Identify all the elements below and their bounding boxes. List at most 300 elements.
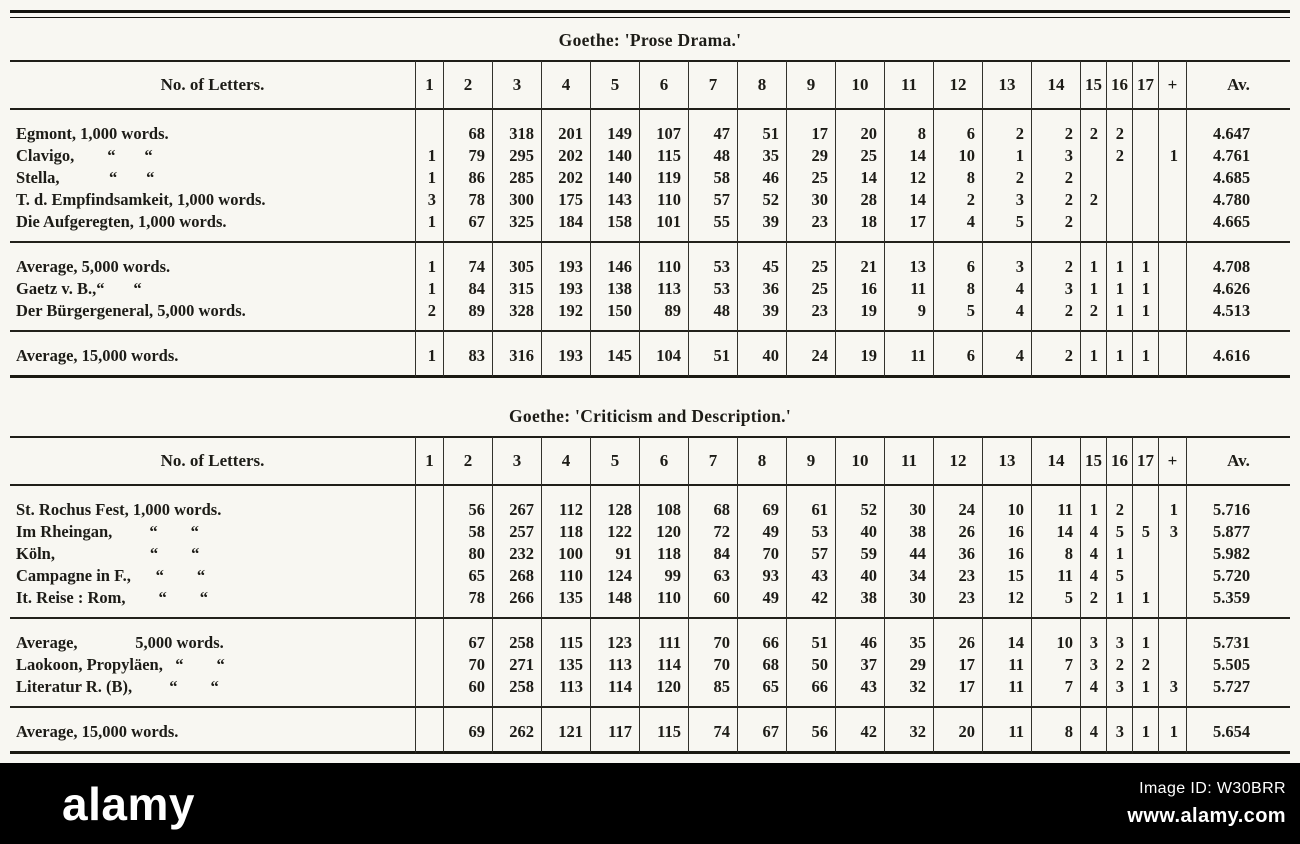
value-cell bbox=[415, 587, 443, 619]
average-cell: 5.731 bbox=[1186, 619, 1290, 654]
value-cell: 70 bbox=[737, 543, 786, 565]
header-cell: Av. bbox=[1186, 436, 1290, 486]
value-cell: 24 bbox=[933, 486, 982, 521]
value-cell: 140 bbox=[590, 145, 639, 167]
value-cell: 1 bbox=[1106, 278, 1132, 300]
header-cell: 4 bbox=[541, 436, 590, 486]
value-cell: 5 bbox=[1031, 587, 1080, 619]
value-cell: 316 bbox=[492, 332, 541, 378]
value-cell: 11 bbox=[884, 278, 933, 300]
value-cell: 1 bbox=[415, 211, 443, 243]
value-cell: 6 bbox=[933, 110, 982, 145]
value-cell: 258 bbox=[492, 619, 541, 654]
header-cell: 5 bbox=[590, 436, 639, 486]
value-cell bbox=[1158, 167, 1186, 189]
value-cell: 175 bbox=[541, 189, 590, 211]
value-cell: 4 bbox=[982, 332, 1031, 378]
value-cell: 149 bbox=[590, 110, 639, 145]
value-cell: 39 bbox=[737, 211, 786, 243]
header-cell: 12 bbox=[933, 436, 982, 486]
value-cell: 3 bbox=[1080, 654, 1106, 676]
value-cell: 28 bbox=[835, 189, 884, 211]
row-label: Egmont, 1,000 words. bbox=[16, 124, 169, 143]
value-cell: 32 bbox=[884, 676, 933, 708]
value-cell bbox=[1106, 211, 1132, 243]
value-cell: 17 bbox=[933, 676, 982, 708]
average-cell: 4.780 bbox=[1186, 189, 1290, 211]
value-cell: 56 bbox=[786, 708, 835, 754]
value-cell: 7 bbox=[1031, 654, 1080, 676]
value-cell: 2 bbox=[1080, 189, 1106, 211]
value-cell: 56 bbox=[443, 486, 492, 521]
value-cell: 48 bbox=[688, 145, 737, 167]
value-cell: 2 bbox=[1080, 110, 1106, 145]
value-cell bbox=[415, 708, 443, 754]
value-cell: 53 bbox=[688, 243, 737, 278]
value-cell: 60 bbox=[443, 676, 492, 708]
value-cell: 36 bbox=[933, 543, 982, 565]
value-cell: 8 bbox=[1031, 708, 1080, 754]
value-cell: 84 bbox=[443, 278, 492, 300]
value-cell: 58 bbox=[688, 167, 737, 189]
value-cell: 3 bbox=[1106, 676, 1132, 708]
value-cell bbox=[1158, 654, 1186, 676]
value-cell bbox=[415, 521, 443, 543]
row-label: Köln, “ “ bbox=[16, 544, 200, 563]
header-cell: 11 bbox=[884, 436, 933, 486]
value-cell: 2 bbox=[1106, 654, 1132, 676]
value-cell: 8 bbox=[1031, 543, 1080, 565]
value-cell: 12 bbox=[982, 587, 1031, 619]
value-cell: 57 bbox=[786, 543, 835, 565]
value-cell: 29 bbox=[786, 145, 835, 167]
value-cell: 2 bbox=[1031, 167, 1080, 189]
header-cell: 8 bbox=[737, 436, 786, 486]
value-cell: 32 bbox=[884, 708, 933, 754]
average-cell: 5.727 bbox=[1186, 676, 1290, 708]
average-cell: 4.647 bbox=[1186, 110, 1290, 145]
value-cell: 51 bbox=[737, 110, 786, 145]
value-cell: 89 bbox=[639, 300, 688, 332]
value-cell: 193 bbox=[541, 243, 590, 278]
value-cell: 20 bbox=[933, 708, 982, 754]
value-cell: 83 bbox=[443, 332, 492, 378]
value-cell: 1 bbox=[982, 145, 1031, 167]
value-cell bbox=[1132, 145, 1158, 167]
value-cell bbox=[1132, 486, 1158, 521]
value-cell bbox=[415, 110, 443, 145]
table-title-prose-drama: Goethe: 'Prose Drama.' bbox=[558, 30, 742, 50]
value-cell: 78 bbox=[443, 587, 492, 619]
value-cell: 3 bbox=[1031, 145, 1080, 167]
value-cell bbox=[1158, 243, 1186, 278]
value-cell: 89 bbox=[443, 300, 492, 332]
header-cell: 9 bbox=[786, 60, 835, 110]
value-cell: 2 bbox=[982, 167, 1031, 189]
value-cell: 68 bbox=[737, 654, 786, 676]
value-cell: 45 bbox=[737, 243, 786, 278]
value-cell: 29 bbox=[884, 654, 933, 676]
header-cell: 2 bbox=[443, 60, 492, 110]
average-cell: 4.665 bbox=[1186, 211, 1290, 243]
value-cell: 65 bbox=[737, 676, 786, 708]
value-cell: 1 bbox=[1132, 278, 1158, 300]
value-cell bbox=[1158, 211, 1186, 243]
row-label: Stella, “ “ bbox=[16, 168, 155, 187]
value-cell: 35 bbox=[737, 145, 786, 167]
value-cell: 4 bbox=[1080, 676, 1106, 708]
value-cell: 70 bbox=[688, 619, 737, 654]
value-cell: 24 bbox=[786, 332, 835, 378]
value-cell bbox=[1158, 587, 1186, 619]
value-cell: 1 bbox=[415, 332, 443, 378]
row-label: Im Rheingan, “ “ bbox=[16, 522, 199, 541]
value-cell bbox=[1158, 543, 1186, 565]
value-cell: 3 bbox=[1106, 708, 1132, 754]
header-cell: Av. bbox=[1186, 60, 1290, 110]
value-cell: 2 bbox=[933, 189, 982, 211]
value-cell: 4 bbox=[1080, 565, 1106, 587]
value-cell bbox=[1158, 565, 1186, 587]
value-cell: 268 bbox=[492, 565, 541, 587]
value-cell: 49 bbox=[737, 587, 786, 619]
value-cell: 128 bbox=[590, 486, 639, 521]
value-cell bbox=[1080, 211, 1106, 243]
value-cell bbox=[415, 543, 443, 565]
value-cell: 1 bbox=[415, 167, 443, 189]
value-cell: 113 bbox=[541, 676, 590, 708]
row-label: Gaetz v. B.,“ “ bbox=[16, 279, 142, 298]
value-cell: 14 bbox=[884, 145, 933, 167]
value-cell: 53 bbox=[688, 278, 737, 300]
alamy-url: www.alamy.com bbox=[1127, 804, 1286, 827]
value-cell: 104 bbox=[639, 332, 688, 378]
value-cell: 2 bbox=[1031, 211, 1080, 243]
value-cell: 3 bbox=[1031, 278, 1080, 300]
value-cell: 39 bbox=[737, 300, 786, 332]
value-cell: 2 bbox=[1106, 110, 1132, 145]
row-label: Laokoon, Propyläen, “ “ bbox=[16, 655, 225, 674]
value-cell: 3 bbox=[1106, 619, 1132, 654]
value-cell: 19 bbox=[835, 300, 884, 332]
value-cell: 6 bbox=[933, 332, 982, 378]
value-cell: 145 bbox=[590, 332, 639, 378]
value-cell: 114 bbox=[639, 654, 688, 676]
criticism-description-table bbox=[10, 436, 1290, 754]
value-cell: 13 bbox=[884, 243, 933, 278]
header-cell: 1 bbox=[415, 436, 443, 486]
value-cell: 117 bbox=[590, 708, 639, 754]
value-cell: 38 bbox=[835, 587, 884, 619]
header-cell: 17 bbox=[1132, 436, 1158, 486]
average-cell: 5.359 bbox=[1186, 587, 1290, 619]
value-cell: 118 bbox=[639, 543, 688, 565]
average-cell: 4.626 bbox=[1186, 278, 1290, 300]
header-cell: 1 bbox=[415, 60, 443, 110]
value-cell: 3 bbox=[982, 243, 1031, 278]
value-cell: 4 bbox=[1080, 521, 1106, 543]
value-cell: 25 bbox=[835, 145, 884, 167]
value-cell: 122 bbox=[590, 521, 639, 543]
value-cell: 121 bbox=[541, 708, 590, 754]
value-cell: 47 bbox=[688, 110, 737, 145]
prose-drama-table bbox=[10, 60, 1290, 378]
value-cell: 258 bbox=[492, 676, 541, 708]
header-cell: 12 bbox=[933, 60, 982, 110]
value-cell: 1 bbox=[1158, 708, 1186, 754]
value-cell bbox=[1132, 110, 1158, 145]
row-label: Die Aufgeregten, 1,000 words. bbox=[10, 211, 415, 243]
value-cell: 1 bbox=[415, 145, 443, 167]
value-cell: 143 bbox=[590, 189, 639, 211]
value-cell: 111 bbox=[639, 619, 688, 654]
value-cell: 328 bbox=[492, 300, 541, 332]
value-cell: 78 bbox=[443, 189, 492, 211]
value-cell: 3 bbox=[982, 189, 1031, 211]
value-cell: 1 bbox=[1080, 278, 1106, 300]
header-cell: 3 bbox=[492, 436, 541, 486]
value-cell: 8 bbox=[884, 110, 933, 145]
value-cell: 25 bbox=[786, 278, 835, 300]
value-cell: 34 bbox=[884, 565, 933, 587]
value-cell: 40 bbox=[737, 332, 786, 378]
average-cell: 4.685 bbox=[1186, 167, 1290, 189]
value-cell: 79 bbox=[443, 145, 492, 167]
value-cell: 3 bbox=[415, 189, 443, 211]
value-cell: 15 bbox=[982, 565, 1031, 587]
value-cell: 295 bbox=[492, 145, 541, 167]
value-cell: 262 bbox=[492, 708, 541, 754]
value-cell: 9 bbox=[884, 300, 933, 332]
header-cell: 6 bbox=[639, 60, 688, 110]
image-id-label: Image ID: W30BRR bbox=[1139, 779, 1286, 797]
value-cell: 14 bbox=[1031, 521, 1080, 543]
value-cell: 26 bbox=[933, 619, 982, 654]
value-cell: 65 bbox=[443, 565, 492, 587]
value-cell: 12 bbox=[884, 167, 933, 189]
row-label: Average, 5,000 words. bbox=[16, 257, 171, 276]
value-cell: 146 bbox=[590, 243, 639, 278]
value-cell: 46 bbox=[835, 619, 884, 654]
value-cell: 5 bbox=[982, 211, 1031, 243]
header-cell: No. of Letters. bbox=[10, 436, 415, 486]
value-cell: 108 bbox=[639, 486, 688, 521]
value-cell: 2 bbox=[1080, 587, 1106, 619]
value-cell: 16 bbox=[982, 521, 1031, 543]
value-cell bbox=[415, 619, 443, 654]
value-cell: 85 bbox=[688, 676, 737, 708]
value-cell: 4 bbox=[982, 300, 1031, 332]
value-cell: 10 bbox=[982, 486, 1031, 521]
value-cell: 26 bbox=[933, 521, 982, 543]
value-cell: 68 bbox=[688, 486, 737, 521]
value-cell: 51 bbox=[786, 619, 835, 654]
value-cell: 2 bbox=[982, 110, 1031, 145]
value-cell: 135 bbox=[541, 654, 590, 676]
header-cell: + bbox=[1158, 60, 1186, 110]
value-cell: 63 bbox=[688, 565, 737, 587]
value-cell: 37 bbox=[835, 654, 884, 676]
value-cell: 2 bbox=[1031, 110, 1080, 145]
value-cell: 148 bbox=[590, 587, 639, 619]
value-cell: 1 bbox=[1132, 300, 1158, 332]
header-cell: 15 bbox=[1080, 60, 1106, 110]
value-cell: 115 bbox=[639, 708, 688, 754]
header-cell: 14 bbox=[1031, 60, 1080, 110]
value-cell: 202 bbox=[541, 167, 590, 189]
value-cell: 86 bbox=[443, 167, 492, 189]
row-label: Average, 15,000 words. bbox=[10, 332, 415, 378]
average-cell: 4.708 bbox=[1186, 243, 1290, 278]
value-cell: 119 bbox=[639, 167, 688, 189]
value-cell: 72 bbox=[688, 521, 737, 543]
value-cell: 2 bbox=[1106, 486, 1132, 521]
value-cell bbox=[1158, 332, 1186, 378]
value-cell: 23 bbox=[933, 565, 982, 587]
value-cell: 110 bbox=[639, 189, 688, 211]
value-cell bbox=[1080, 167, 1106, 189]
value-cell: 2 bbox=[1080, 300, 1106, 332]
value-cell: 123 bbox=[590, 619, 639, 654]
value-cell: 11 bbox=[982, 654, 1031, 676]
value-cell: 110 bbox=[541, 565, 590, 587]
value-cell: 61 bbox=[786, 486, 835, 521]
value-cell: 8 bbox=[933, 167, 982, 189]
value-cell bbox=[415, 565, 443, 587]
header-cell: 13 bbox=[982, 60, 1031, 110]
value-cell: 271 bbox=[492, 654, 541, 676]
value-cell bbox=[415, 486, 443, 521]
value-cell: 4 bbox=[1080, 543, 1106, 565]
value-cell bbox=[1158, 278, 1186, 300]
value-cell: 5 bbox=[1106, 565, 1132, 587]
value-cell: 100 bbox=[541, 543, 590, 565]
alamy-watermark-bar bbox=[0, 763, 1300, 844]
value-cell: 35 bbox=[884, 619, 933, 654]
value-cell: 1 bbox=[1158, 486, 1186, 521]
value-cell: 1 bbox=[415, 243, 443, 278]
value-cell: 50 bbox=[786, 654, 835, 676]
average-cell: 5.505 bbox=[1186, 654, 1290, 676]
value-cell bbox=[1132, 189, 1158, 211]
value-cell: 232 bbox=[492, 543, 541, 565]
value-cell: 1 bbox=[1132, 708, 1158, 754]
value-cell: 93 bbox=[737, 565, 786, 587]
value-cell: 135 bbox=[541, 587, 590, 619]
value-cell: 113 bbox=[639, 278, 688, 300]
value-cell: 16 bbox=[835, 278, 884, 300]
value-cell: 267 bbox=[492, 486, 541, 521]
value-cell bbox=[1158, 110, 1186, 145]
value-cell: 4 bbox=[982, 278, 1031, 300]
header-cell: 3 bbox=[492, 60, 541, 110]
value-cell: 14 bbox=[982, 619, 1031, 654]
header-cell: 4 bbox=[541, 60, 590, 110]
value-cell: 1 bbox=[1106, 300, 1132, 332]
value-cell: 30 bbox=[884, 587, 933, 619]
value-cell: 5 bbox=[1132, 521, 1158, 543]
value-cell: 74 bbox=[688, 708, 737, 754]
value-cell: 80 bbox=[443, 543, 492, 565]
value-cell: 3 bbox=[1080, 619, 1106, 654]
value-cell: 118 bbox=[541, 521, 590, 543]
value-cell: 1 bbox=[1132, 619, 1158, 654]
value-cell: 1 bbox=[415, 278, 443, 300]
value-cell: 42 bbox=[835, 708, 884, 754]
row-label: Average, 5,000 words. bbox=[16, 633, 224, 652]
value-cell: 124 bbox=[590, 565, 639, 587]
value-cell: 4 bbox=[933, 211, 982, 243]
value-cell: 1 bbox=[1106, 332, 1132, 378]
value-cell: 7 bbox=[1031, 676, 1080, 708]
value-cell: 101 bbox=[639, 211, 688, 243]
value-cell bbox=[1106, 189, 1132, 211]
value-cell: 40 bbox=[835, 521, 884, 543]
value-cell: 120 bbox=[639, 676, 688, 708]
value-cell bbox=[1106, 167, 1132, 189]
value-cell: 25 bbox=[786, 243, 835, 278]
value-cell: 91 bbox=[590, 543, 639, 565]
value-cell: 16 bbox=[982, 543, 1031, 565]
value-cell: 1 bbox=[1106, 587, 1132, 619]
header-cell: 5 bbox=[590, 60, 639, 110]
value-cell bbox=[1132, 211, 1158, 243]
value-cell: 3 bbox=[1158, 521, 1186, 543]
watermark-info bbox=[1127, 780, 1286, 828]
value-cell: 2 bbox=[1031, 332, 1080, 378]
value-cell: 66 bbox=[786, 676, 835, 708]
value-cell: 112 bbox=[541, 486, 590, 521]
value-cell: 6 bbox=[933, 243, 982, 278]
value-cell: 2 bbox=[415, 300, 443, 332]
value-cell: 285 bbox=[492, 167, 541, 189]
value-cell: 114 bbox=[590, 676, 639, 708]
value-cell: 107 bbox=[639, 110, 688, 145]
row-label: Literatur R. (B), “ “ bbox=[10, 676, 415, 708]
value-cell: 70 bbox=[443, 654, 492, 676]
value-cell: 23 bbox=[786, 300, 835, 332]
header-cell: No. of Letters. bbox=[10, 60, 415, 110]
value-cell: 4 bbox=[1080, 708, 1106, 754]
value-cell: 5 bbox=[1106, 521, 1132, 543]
value-cell: 51 bbox=[688, 332, 737, 378]
value-cell: 1 bbox=[1158, 145, 1186, 167]
value-cell: 120 bbox=[639, 521, 688, 543]
value-cell: 113 bbox=[590, 654, 639, 676]
value-cell: 11 bbox=[982, 676, 1031, 708]
value-cell: 1 bbox=[1132, 676, 1158, 708]
value-cell: 30 bbox=[786, 189, 835, 211]
header-cell: 11 bbox=[884, 60, 933, 110]
value-cell: 193 bbox=[541, 278, 590, 300]
header-cell: 6 bbox=[639, 436, 688, 486]
value-cell bbox=[1158, 619, 1186, 654]
value-cell: 1 bbox=[1132, 243, 1158, 278]
value-cell: 43 bbox=[786, 565, 835, 587]
value-cell: 53 bbox=[786, 521, 835, 543]
value-cell: 1 bbox=[1080, 332, 1106, 378]
header-cell: 17 bbox=[1132, 60, 1158, 110]
value-cell: 11 bbox=[884, 332, 933, 378]
value-cell: 184 bbox=[541, 211, 590, 243]
average-cell: 4.761 bbox=[1186, 145, 1290, 167]
value-cell: 57 bbox=[688, 189, 737, 211]
value-cell: 3 bbox=[1158, 676, 1186, 708]
value-cell: 40 bbox=[835, 565, 884, 587]
value-cell bbox=[415, 654, 443, 676]
header-cell: 7 bbox=[688, 60, 737, 110]
row-label: Average, 15,000 words. bbox=[10, 708, 415, 754]
